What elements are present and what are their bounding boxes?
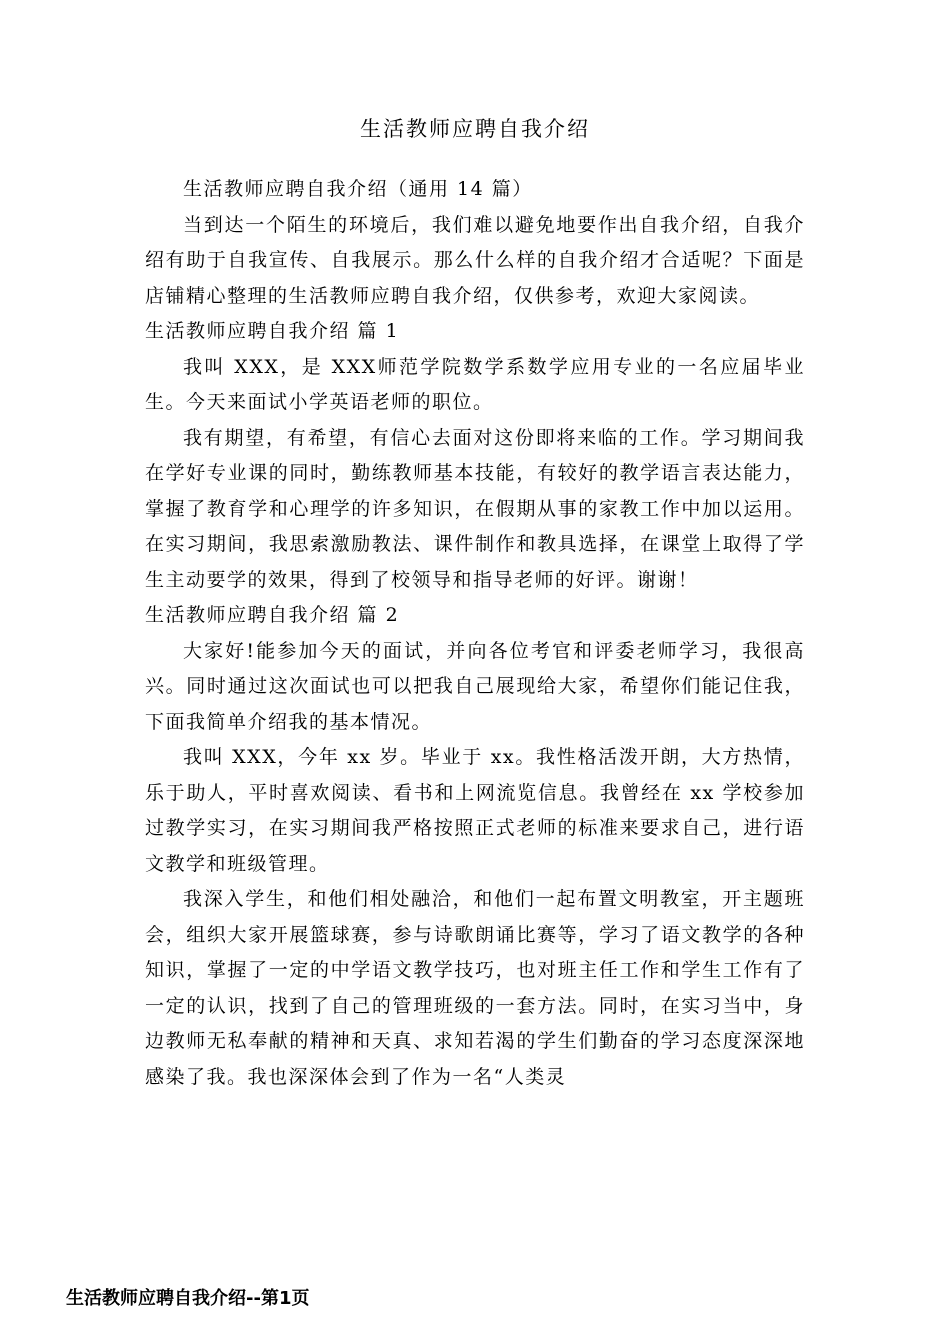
- paragraph: 大家好!能参加今天的面试，并向各位考官和评委老师学习，我很高兴。同时通过这次面试也可以把我自己展现给大家，希望你们能记住我，下面我简单介绍我的基本情况。: [145, 639, 805, 733]
- section-heading: 生活教师应聘自我介绍 篇 2: [145, 604, 400, 626]
- paragraph: 我叫 XXX，是 XXX师范学院数学系数学应用专业的一名应届毕业生。今天来面试小学英语老师的职位。: [145, 355, 805, 413]
- paragraph: 生活教师应聘自我介绍（通用 14 篇）: [183, 178, 533, 200]
- section-heading: 生活教师应聘自我介绍 篇 1: [145, 320, 400, 342]
- paragraph: 当到达一个陌生的环境后，我们难以避免地要作出自我介绍，自我介绍有助于自我宣传、自我展示。那么什么样的自我介绍才合适呢？下面是店铺精心整理的生活教师应聘自我介绍，仅供参考，欢迎大家阅读。: [145, 213, 805, 307]
- paragraph: 我叫 XXX，今年 xx 岁。毕业于 xx。我性格活泼开朗，大方热情，乐于助人，平时喜欢阅读、看书和上网流览信息。我曾经在 xx 学校参加过教学实习，在实习期间我严格按照正式老师的标准来要求自己，进行语文教学和班级管理。: [145, 746, 805, 875]
- document-title: 生活教师应聘自我介绍: [360, 117, 590, 141]
- paragraph: 我有期望，有希望，有信心去面对这份即将来临的工作。学习期间我在学好专业课的同时，勤练教师基本技能，有较好的教学语言表达能力，掌握了教育学和心理学的许多知识，在假期从事的家教工作中加以运用。在实习期间，我思索激励教法、课件制作和教具选择，在课堂上取得了学生主动要学的效果，得到了校领导和指导老师的好评。谢谢！: [145, 426, 805, 591]
- paragraph: 我深入学生，和他们相处融洽，和他们一起布置文明教室，开主题班会，组织大家开展篮球赛，参与诗歌朗诵比赛等，学习了语文教学的各种知识，掌握了一定的中学语文教学技巧，也对班主任工作和学生工作有了一定的认识，找到了自己的管理班级的一套方法。同时，在实习当中，身边教师无私奉献的精神和天真、求知若渴的学生们勤奋的学习态度深深地感染了我。我也深深体会到了作为一名“人类灵: [145, 888, 805, 1088]
- page-footer: 生活教师应聘自我介绍--第1页: [66, 1288, 310, 1309]
- document-body: [145, 172, 805, 1095]
